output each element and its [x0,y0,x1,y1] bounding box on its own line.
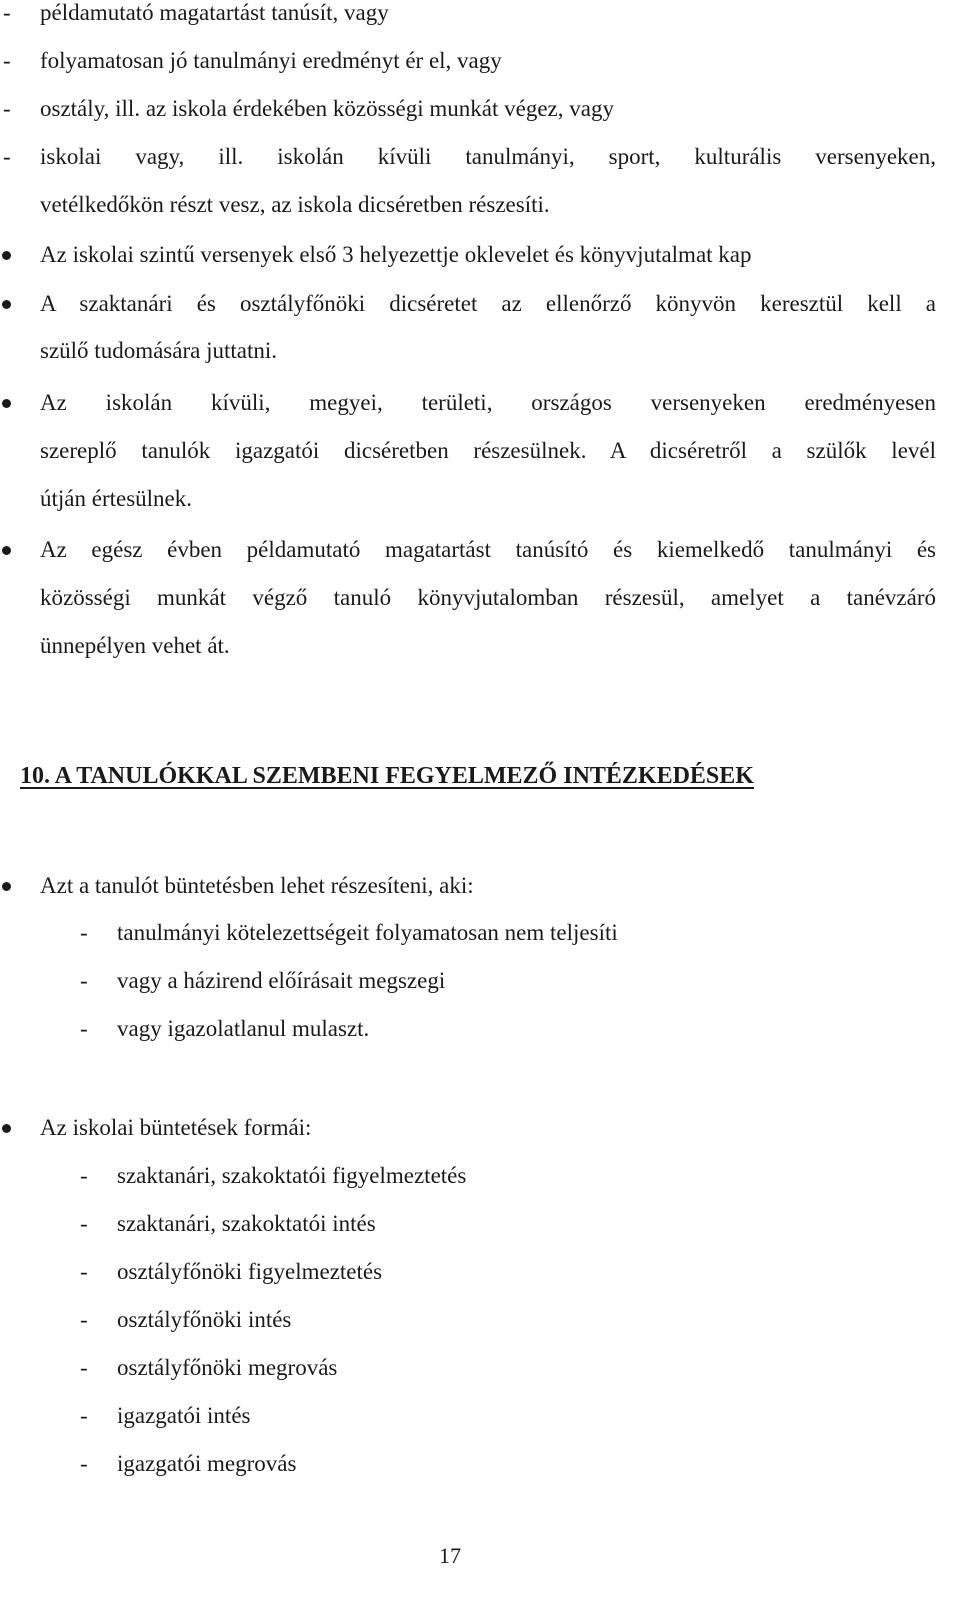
list-dash: - [3,96,11,121]
bullet-item [0,280,960,328]
list-item-text: szaktanári, szakoktatói figyelmeztetés [117,1163,467,1188]
list-item-text: osztályfőnöki intés [117,1307,292,1332]
bullet-icon [2,882,11,891]
bullet-continuation [0,475,960,523]
list-item [0,1392,960,1440]
list-dash: - [80,920,88,945]
bullet-text: szülő tudomására juttatni. [40,338,277,363]
bullet-text: szereplő tanulók igazgatói dicséretben részesülnek. A dicséretről a szülők levél [40,438,936,463]
bullet-continuation [0,622,960,670]
list-item-text: iskolai vagy, ill. iskolán kívüli tanulmányi, sport, kulturális versenyeken, [40,144,936,169]
list-item-text: tanulmányi kötelezettségeit folyamatosan nem teljesíti [117,920,618,945]
list-dash: - [80,1355,88,1380]
list-item-text: igazgatói intés [117,1403,251,1428]
bullet-continuation [0,327,960,375]
bullet-continuation [0,574,960,622]
list-item-continuation [0,181,960,229]
bullet-icon [2,1124,11,1133]
bullet-text: útján értesülnek. [40,486,193,511]
list-item-text: folyamatosan jó tanulmányi eredményt ér el, vagy [40,48,502,73]
bullet-icon [2,546,11,555]
list-item [0,1296,960,1344]
list-item [0,0,960,37]
bullet-icon [2,300,11,309]
bullet-text: A szaktanári és osztályfőnöki dicséretet az ellenőrző könyvön keresztül kell a [40,291,936,316]
list-dash: - [80,1403,88,1428]
list-item [0,1344,960,1392]
list-item-text: osztályfőnöki figyelmeztetés [117,1259,383,1284]
bullet-text: ünnepélyen vehet át. [40,633,230,658]
list-item [0,1440,960,1488]
list-item [0,1152,960,1200]
list-item [0,909,960,957]
bullet-item [0,379,960,427]
list-dash: - [3,48,11,73]
list-dash: - [80,1307,88,1332]
list-dash: - [80,968,88,993]
bullet-item [0,862,960,910]
list-item-text: vagy igazolatlanul mulaszt. [117,1016,370,1041]
list-item [0,1005,960,1053]
list-dash: - [80,1259,88,1284]
list-item [0,133,960,181]
bullet-item [0,526,960,574]
bullet-text: Azt a tanulót büntetésben lehet részesíteni, aki: [40,873,474,898]
list-item-text: osztály, ill. az iskola érdekében közösségi munkát végez, vagy [40,96,614,121]
bullet-item [0,231,960,279]
list-dash: - [3,144,11,169]
list-item [0,1248,960,1296]
list-item-text: példamutató magatartást tanúsít, vagy [40,0,389,25]
list-item [0,37,960,85]
list-item-text: vetélkedőkön részt vesz, az iskola dicséretben részesíti. [40,192,550,217]
bullet-icon [2,251,11,260]
list-dash: - [80,1451,88,1476]
bullet-text: Az iskolán kívüli, megyei, területi, országos versenyeken eredményesen [40,390,936,415]
list-dash: - [80,1016,88,1041]
list-item-text: osztályfőnöki megrovás [117,1355,338,1380]
bullet-text: Az iskolai büntetések formái: [40,1115,312,1140]
list-item [0,1200,960,1248]
list-dash: - [3,0,11,25]
bullet-text: közösségi munkát végző tanuló könyvjutalomban részesül, amelyet a tanévzáró [40,585,936,610]
bullet-item [0,1104,960,1152]
list-item [0,85,960,133]
section-heading: 10. A TANULÓKKAL SZEMBENI FEGYELMEZŐ INTÉZKEDÉSEK [20,763,754,789]
list-item-text: igazgatói megrovás [117,1451,297,1476]
bullet-continuation [0,427,960,475]
bullet-icon [2,399,11,408]
bullet-text: Az iskolai szintű versenyek első 3 helyezettje oklevelet és könyvjutalmat kap [40,242,752,267]
list-item-text: szaktanári, szakoktatói intés [117,1211,376,1236]
list-dash: - [80,1163,88,1188]
bullet-text: Az egész évben példamutató magatartást tanúsító és kiemelkedő tanulmányi és [40,537,936,562]
list-item-text: vagy a házirend előírásait megszegi [117,968,446,993]
list-item [0,957,960,1005]
list-dash: - [80,1211,88,1236]
page-number: 17 [439,1543,461,1568]
